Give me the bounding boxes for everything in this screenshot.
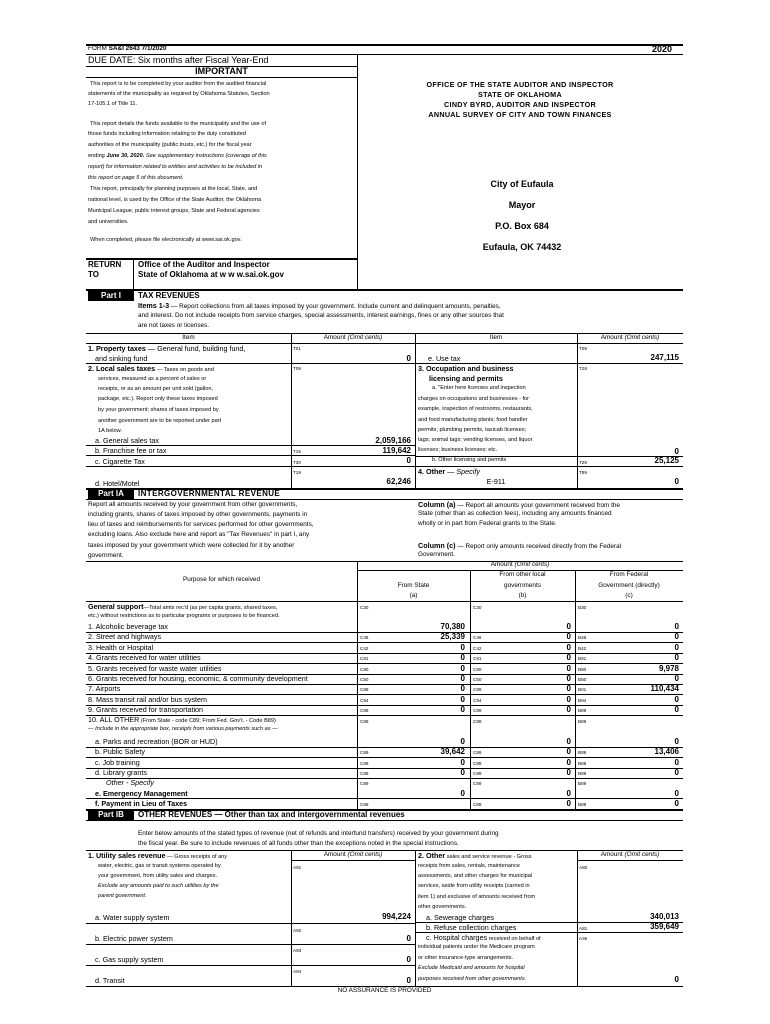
amount-field[interactable]: 0 bbox=[460, 674, 465, 683]
field-code: T30 bbox=[293, 460, 301, 465]
field-code: C89 bbox=[360, 771, 369, 776]
address-title: Mayor bbox=[508, 200, 536, 210]
line-item: d. Library grants bbox=[95, 768, 147, 777]
return-label: RETURN bbox=[88, 260, 122, 269]
line-item: b. Other licensing and permits bbox=[432, 457, 507, 463]
amount-field[interactable]: 0 bbox=[674, 643, 679, 652]
field-code: C50 bbox=[473, 677, 482, 682]
line-item: d. Hotel/Motel bbox=[95, 479, 140, 488]
field-code: B80 bbox=[578, 667, 587, 672]
amount-field[interactable]: 39,642 bbox=[440, 747, 465, 756]
col-header: From Federal bbox=[609, 571, 649, 578]
line-item: b. Franchise fee or tax bbox=[95, 446, 167, 455]
divider bbox=[86, 77, 357, 78]
field-code: A92 bbox=[293, 928, 302, 933]
line-item: 1. Alcoholic beverage tax bbox=[88, 622, 168, 631]
field-code: T99 bbox=[579, 470, 587, 475]
line-item: Exclude Medicaid and amounts for hospital bbox=[418, 965, 525, 971]
col-header: governments bbox=[504, 582, 541, 589]
line-item: other governments. bbox=[418, 904, 467, 910]
col-header: Item bbox=[489, 334, 503, 341]
amount-field[interactable]: 340,013 bbox=[650, 912, 679, 921]
field-code: C89 bbox=[473, 687, 482, 692]
amount-field[interactable]: 9,978 bbox=[658, 664, 679, 673]
field-code: C94 bbox=[473, 698, 482, 703]
section-intro: including grants, shares of taxes imposed by other governments, payments in bbox=[88, 511, 308, 518]
field-code: T15 bbox=[293, 449, 301, 454]
section-intro: State (other than as collection fees), including any amounts financed bbox=[418, 510, 612, 517]
field-code: C89 bbox=[360, 761, 369, 766]
field-code: C91 bbox=[360, 656, 369, 661]
divider bbox=[470, 570, 471, 809]
line-item: c. Job training bbox=[95, 758, 140, 767]
line-item: receipts, or as an amount per unit sold (gallon, bbox=[98, 386, 214, 392]
divider bbox=[577, 850, 578, 986]
amount-field[interactable]: 0 bbox=[566, 737, 571, 746]
line-item: b. Public Safety bbox=[95, 747, 145, 756]
amount-field[interactable]: 13,406 bbox=[654, 747, 679, 756]
line-item: a. Sewerage charges bbox=[426, 913, 494, 922]
line-item: e. Emergency Management bbox=[95, 789, 188, 798]
section-intro: Enter below amounts of the stated types of revenue (net of refunds and interfund transfers) received by your government during bbox=[138, 830, 499, 837]
line-item: 1. Property taxes — General fund, building fund, bbox=[88, 344, 246, 353]
field-code: B89 bbox=[578, 802, 587, 807]
line-item: tags; animal tags; vending licenses, and liquor bbox=[418, 437, 533, 443]
line-item: 1. Utility sales revenue — Gross receipts of any bbox=[88, 851, 228, 860]
field-code: C80 bbox=[360, 667, 369, 672]
divider bbox=[357, 54, 358, 289]
field-code: A91 bbox=[293, 865, 302, 870]
field-code: B89 bbox=[578, 719, 587, 724]
line-item: parent government. bbox=[98, 893, 147, 899]
return-line: State of Oklahoma at w w w.sai.ok.gov bbox=[138, 270, 284, 279]
col-header: Amount (Omit cents) bbox=[600, 851, 660, 858]
divider bbox=[86, 363, 683, 364]
amount-field[interactable]: 0 bbox=[460, 653, 465, 662]
amount-field[interactable]: 70,380 bbox=[440, 622, 465, 631]
amount-field[interactable]: 247,115 bbox=[650, 353, 679, 362]
field-code: C46 bbox=[360, 635, 369, 640]
field-code: B50 bbox=[578, 677, 587, 682]
section-intro: Column (a) — Report all amounts your government received from the bbox=[418, 500, 620, 509]
line-item: 3. Health or Hospital bbox=[88, 643, 154, 652]
line-item: 4. Other — Specify bbox=[418, 467, 480, 476]
line-item: assessments, and other charges for municipal bbox=[418, 873, 533, 879]
section-intro: wholly or in part from Federal grants to the State. bbox=[418, 520, 557, 527]
amount-field[interactable]: 0 bbox=[460, 768, 465, 777]
amount-field[interactable]: 0 bbox=[674, 674, 679, 683]
field-code: B46 bbox=[578, 635, 587, 640]
address-citystate: Eufaula, OK 74432 bbox=[482, 242, 562, 252]
line-item: permits; plumbing permits, taxicab licenses; bbox=[418, 427, 527, 433]
divider bbox=[86, 466, 683, 467]
part-label: Part IB bbox=[88, 810, 134, 820]
amount-field[interactable]: 0 bbox=[566, 632, 571, 641]
field-code: C80 bbox=[473, 667, 482, 672]
divider bbox=[291, 860, 415, 861]
field-code: T09 bbox=[293, 366, 301, 371]
field-code: T09 bbox=[579, 346, 587, 351]
amount-field[interactable]: 0 bbox=[460, 684, 465, 693]
field-code: B89 bbox=[578, 708, 587, 713]
divider bbox=[291, 333, 292, 488]
line-item: services, aside from utility receipts (carried in bbox=[418, 883, 530, 889]
line-item: 7. Airports bbox=[88, 684, 121, 693]
amount-field[interactable]: 62,246 bbox=[386, 477, 411, 486]
col-header: From other local bbox=[499, 571, 546, 578]
amount-field[interactable]: 119,642 bbox=[382, 446, 411, 455]
amount-field[interactable]: 994,224 bbox=[382, 912, 411, 921]
divider bbox=[575, 570, 576, 809]
field-code: C89 bbox=[473, 771, 482, 776]
line-item: a. "Enter here licenses and inspection bbox=[432, 385, 526, 391]
line-item: example, inspection of restrooms, restaurants, bbox=[418, 406, 533, 412]
line-item: licensing and permits bbox=[429, 374, 503, 383]
field-code: T19 bbox=[293, 470, 301, 475]
section-title: OTHER REVENUES — Other than tax and intergovernmental revenues bbox=[138, 810, 405, 819]
line-item: package, etc.). Report only these taxes imposed bbox=[98, 396, 218, 402]
line-item: 4. Grants received for water utilities bbox=[88, 653, 201, 662]
amount-field[interactable]: 0 bbox=[674, 653, 679, 662]
amount-field[interactable]: 0 bbox=[460, 705, 465, 714]
line-item: individual patients under the Medicare program bbox=[418, 944, 535, 950]
line-item: and sinking fund bbox=[95, 354, 148, 363]
line-item: a. Parks and recreation (BOR or HUD) bbox=[95, 737, 218, 746]
top-border bbox=[86, 44, 683, 46]
instr-text: report) for information related to entities and activities to be included in bbox=[88, 164, 263, 170]
amount-field[interactable]: 0 bbox=[674, 799, 679, 808]
line-item: receipts from sales, rentals, maintenance bbox=[418, 863, 520, 869]
address-box: P.O. Box 684 bbox=[495, 221, 549, 231]
field-code: C89 bbox=[473, 719, 482, 724]
line-item: licenses; business licenses; etc. bbox=[418, 447, 498, 453]
field-code: C42 bbox=[360, 646, 369, 651]
amount-field[interactable]: 25,339 bbox=[440, 632, 465, 641]
form-number: FORM SA&I 2643 7/1/2020 bbox=[88, 45, 167, 52]
amount-field[interactable]: 0 bbox=[674, 705, 679, 714]
divider bbox=[357, 561, 358, 809]
amount-field[interactable]: 0 bbox=[406, 456, 411, 465]
line-item: b. Refuse collection charges bbox=[426, 923, 517, 932]
line-item: and food manufacturing plants; food handler bbox=[418, 417, 528, 423]
row-divider bbox=[86, 778, 683, 779]
line-item: Exclude any amounts paid to such utilities by the bbox=[98, 883, 219, 889]
office-line: OFFICE OF THE STATE AUDITOR AND INSPECTOR bbox=[426, 80, 614, 89]
field-code: C89 bbox=[360, 687, 369, 692]
divider bbox=[577, 860, 683, 861]
divider bbox=[577, 333, 578, 488]
col-header: Amount (Omit cents) bbox=[490, 561, 550, 568]
amount-field[interactable]: 0 bbox=[674, 695, 679, 704]
amount-field[interactable]: 0 bbox=[566, 653, 571, 662]
address-city: City of Eufaula bbox=[490, 179, 554, 189]
col-header: Item bbox=[182, 334, 195, 341]
amount-field[interactable]: 0 bbox=[460, 664, 465, 673]
line-item: 2. Local sales taxes — Taxes on goods and bbox=[88, 364, 214, 373]
amount-field[interactable]: 0 bbox=[460, 695, 465, 704]
field-code: C89 bbox=[360, 781, 369, 786]
line-item: General support—Total amts rec'd (as per capita grants, shared taxes, bbox=[88, 602, 278, 611]
footer-disclaimer: NO ASSURANCE IS PROVIDED bbox=[337, 987, 432, 994]
field-code: A80 bbox=[579, 865, 588, 870]
field-code: T01 bbox=[293, 346, 301, 351]
instr-text: statements of the municipality as required by Oklahoma Statutes, Section bbox=[88, 91, 270, 97]
line-item: c. Cigarette Tax bbox=[95, 457, 145, 466]
section-intro: taxes imposed by your government which were collected for it by another bbox=[88, 542, 295, 549]
section-intro: Column (c) — Report only amounts received directly from the Federal bbox=[418, 541, 622, 550]
amount-field[interactable]: 0 bbox=[566, 622, 571, 631]
field-code: C42 bbox=[473, 646, 482, 651]
amount-field[interactable]: 0 bbox=[566, 747, 571, 756]
field-code: A94 bbox=[293, 969, 302, 974]
amount-field[interactable]: 0 bbox=[674, 789, 679, 798]
return-label: TO bbox=[88, 270, 99, 279]
line-item: 3. Occupation and business bbox=[418, 364, 514, 373]
instr-text: and universities. bbox=[88, 219, 129, 225]
amount-field[interactable]: 0 bbox=[406, 354, 411, 363]
amount-field[interactable]: 0 bbox=[674, 975, 679, 984]
field-code: C89 bbox=[360, 708, 369, 713]
instr-text: authorities of the municipality (public trusts, etc.) for the fiscal year bbox=[88, 142, 252, 148]
line-item: 2. Street and highways bbox=[88, 632, 162, 641]
amount-field[interactable]: 0 bbox=[566, 674, 571, 683]
section-intro: and interest. Do not include receipts from service charges, special assessments, interest earnings, fines or any other sources that bbox=[138, 312, 504, 319]
col-header: (c) bbox=[625, 592, 633, 599]
line-item: c. Hospital charges received on behalf of bbox=[426, 933, 541, 942]
divider bbox=[86, 820, 683, 821]
field-code: B89 bbox=[578, 781, 587, 786]
section-intro: government. bbox=[88, 552, 124, 559]
col-header: Amount (Omit cents) bbox=[323, 851, 383, 858]
instr-text: This report details the funds available to the municipality and the use of bbox=[90, 121, 266, 127]
amount-field[interactable]: 0 bbox=[566, 664, 571, 673]
instr-text: those funds including information relating to the duty constituted bbox=[88, 131, 246, 137]
field-code: B89 bbox=[578, 771, 587, 776]
due-date: DUE DATE: Six months after Fiscal Year-End bbox=[88, 55, 269, 65]
line-item: a. General sales tax bbox=[95, 436, 159, 445]
line-item: by your government; shares of taxes imposed by bbox=[98, 407, 219, 413]
field-code: B01 bbox=[578, 687, 587, 692]
amount-field[interactable]: 25,125 bbox=[654, 456, 679, 465]
section-intro: Items 1-3 — Report collections from all taxes imposed by your government. Include current and delinquent amounts, penalties, bbox=[138, 301, 501, 310]
divider bbox=[415, 850, 416, 986]
amount-field[interactable]: 0 bbox=[566, 758, 571, 767]
line-item: or other insurance-type arrangements. bbox=[418, 955, 514, 961]
field-code: B89 bbox=[578, 761, 587, 766]
divider bbox=[86, 944, 415, 945]
field-code: C89 bbox=[473, 708, 482, 713]
office-line: CINDY BYRD, AUDITOR AND INSPECTOR bbox=[444, 100, 596, 109]
amount-field[interactable]: 0 bbox=[566, 705, 571, 714]
divider bbox=[133, 258, 134, 289]
line-item: d. Transit bbox=[95, 976, 125, 985]
important-heading: IMPORTANT bbox=[195, 66, 248, 76]
divider bbox=[86, 923, 415, 924]
amount-field[interactable]: 0 bbox=[674, 758, 679, 767]
col-header: Government (directly) bbox=[598, 582, 660, 589]
amount-field[interactable]: 0 bbox=[406, 955, 411, 964]
field-code: B91 bbox=[578, 656, 587, 661]
instr-text: national level, is used by the Office of the State Auditor, the Oklahoma bbox=[88, 197, 262, 203]
field-code: C89 bbox=[473, 761, 482, 766]
instr-text: This report is to be completed by your auditor from the audited financial bbox=[90, 81, 267, 87]
line-item: 6. Grants received for housing, economic, & community development bbox=[88, 674, 308, 683]
section-intro: Government. bbox=[418, 551, 455, 558]
field-code: A36 bbox=[579, 936, 588, 941]
amount-field[interactable]: 110,434 bbox=[650, 684, 679, 693]
amount-field[interactable]: 0 bbox=[566, 789, 571, 798]
divider bbox=[415, 333, 416, 488]
section-title: TAX REVENUES bbox=[138, 291, 200, 300]
line-item: 8. Mass transit rail and/or bus system bbox=[88, 695, 208, 704]
amount-field[interactable]: 0 bbox=[566, 799, 571, 808]
line-item: 1A below. bbox=[98, 428, 122, 434]
instr-text: 17-105.1 of Title 11. bbox=[88, 101, 138, 107]
line-item: item 1) and exclusive of amounts received from bbox=[418, 894, 536, 900]
amount-field[interactable]: 0 bbox=[566, 695, 571, 704]
field-code: A93 bbox=[293, 948, 302, 953]
amount-field[interactable]: 0 bbox=[460, 737, 465, 746]
field-code: C46 bbox=[473, 635, 482, 640]
field-code: B89 bbox=[578, 750, 587, 755]
field-code: C30 bbox=[473, 605, 482, 610]
amount-field[interactable]: 0 bbox=[674, 768, 679, 777]
field-code: C89 bbox=[360, 719, 369, 724]
section-title: INTERGOVERNMENTAL REVENUE bbox=[138, 489, 281, 498]
instr-text: This report, principally for planning purposes at the local, State, and bbox=[90, 186, 258, 192]
other-tax-name: E-911 bbox=[486, 477, 506, 486]
return-line: Office of the Auditor and Inspector bbox=[138, 260, 270, 269]
line-item: charges on occupations and businesses - for bbox=[418, 396, 530, 402]
field-code: C91 bbox=[473, 656, 482, 661]
amount-field[interactable]: 0 bbox=[674, 632, 679, 641]
section-intro: lieu of taxes and reimbursements for services performed for other governments, bbox=[88, 521, 314, 528]
amount-field[interactable]: 0 bbox=[460, 789, 465, 798]
col-header: From State bbox=[397, 582, 430, 589]
part-label: Part I bbox=[88, 291, 134, 301]
line-item: 10. ALL OTHER (From State - code C89; From Fed. Gov't. - Code B89) bbox=[88, 715, 276, 724]
form-year: 2020 bbox=[652, 44, 673, 54]
col-header: Amount (Omit cents) bbox=[600, 334, 660, 341]
amount-field[interactable]: 2,059,166 bbox=[375, 436, 411, 445]
field-code: C89 bbox=[360, 750, 369, 755]
line-item: e. Use tax bbox=[428, 354, 461, 363]
field-code: B94 bbox=[578, 698, 587, 703]
line-item: etc.) without restrictions as to particular programs or purposes to be financed. bbox=[88, 613, 280, 619]
divider bbox=[86, 499, 683, 500]
amount-field[interactable]: 0 bbox=[566, 768, 571, 777]
part-label: Part IA bbox=[88, 489, 134, 499]
field-code: C89 bbox=[473, 750, 482, 755]
line-item: f. Payment in Lieu of Taxes bbox=[95, 799, 188, 808]
line-item: a. Water supply system bbox=[95, 913, 170, 922]
divider bbox=[86, 455, 415, 456]
field-code: T28 bbox=[579, 366, 587, 371]
section-intro: are not taxes or licenses. bbox=[138, 322, 210, 329]
line-item: — Include in the appropriate box, receipts from various payments such as — bbox=[88, 726, 278, 732]
instr-text: Municipal League, public interest groups, State and Federal agencies bbox=[88, 208, 260, 214]
line-item: b. Electric power system bbox=[95, 934, 173, 943]
amount-field[interactable]: 0 bbox=[674, 477, 679, 486]
line-item: another government are to be reported under part bbox=[98, 418, 222, 424]
field-code: A81 bbox=[579, 926, 588, 931]
divider bbox=[86, 850, 683, 851]
field-code: B30 bbox=[578, 605, 587, 610]
amount-field[interactable]: 0 bbox=[460, 643, 465, 652]
line-item: water, electric, gas or transit systems operated by bbox=[98, 863, 221, 869]
amount-field[interactable]: 0 bbox=[674, 737, 679, 746]
section-intro: the fiscal year. Be sure to include revenues of all funds other than the exceptions noted in the special instructions. bbox=[138, 840, 459, 847]
col-header: Purpose for which received bbox=[182, 576, 261, 583]
instr-text: When completed, please file electronically at www.sai.ok.gov. bbox=[90, 237, 242, 243]
field-code: C89 bbox=[360, 802, 369, 807]
amount-field[interactable]: 0 bbox=[406, 976, 411, 985]
instr-text: this report on page 5 of this document. bbox=[88, 175, 184, 181]
line-item: purposes received from other governments. bbox=[418, 976, 527, 982]
line-item: 2. Other sales and service revenue - Gross bbox=[418, 851, 532, 860]
divider bbox=[86, 965, 415, 966]
amount-field[interactable]: 359,649 bbox=[650, 922, 679, 931]
field-code: C50 bbox=[360, 677, 369, 682]
divider bbox=[86, 601, 683, 602]
field-code: C30 bbox=[360, 605, 369, 610]
amount-field[interactable]: 0 bbox=[460, 758, 465, 767]
amount-field[interactable]: 0 bbox=[406, 934, 411, 943]
amount-field[interactable]: 0 bbox=[674, 447, 679, 456]
divider bbox=[86, 333, 683, 334]
field-code: T29 bbox=[579, 460, 587, 465]
line-item: services, measured as a percent of sales or bbox=[98, 376, 207, 382]
field-code: C94 bbox=[360, 698, 369, 703]
col-header: (b) bbox=[518, 592, 527, 599]
col-header: Amount (Omit cents) bbox=[323, 334, 383, 341]
field-code: C89 bbox=[473, 781, 482, 786]
col-header: (a) bbox=[409, 592, 418, 599]
instr-text: ending June 30, 2020. See supplementary instructions (coverage of this bbox=[88, 153, 267, 159]
field-code: C89 bbox=[473, 802, 482, 807]
section-intro: Report all amounts received by your government from other governments, bbox=[88, 501, 298, 508]
office-line: ANNUAL SURVEY OF CITY AND TOWN FINANCES bbox=[428, 110, 612, 119]
line-item: your government, from utility sales and charges. bbox=[98, 873, 218, 879]
amount-field[interactable]: 0 bbox=[566, 643, 571, 652]
office-line: STATE OF OKLAHOMA bbox=[478, 90, 562, 99]
section-intro: excluding loans. Also exclude here and report as "Tax Revenues" in part I, any bbox=[88, 531, 310, 538]
line-item: c. Gas supply system bbox=[95, 955, 164, 964]
field-code: B42 bbox=[578, 646, 587, 651]
line-item: Other - Specify bbox=[106, 778, 154, 787]
line-item: 9. Grants received for transportation bbox=[88, 705, 204, 714]
row-divider bbox=[86, 642, 683, 643]
amount-field[interactable]: 0 bbox=[566, 684, 571, 693]
amount-field[interactable]: 0 bbox=[674, 622, 679, 631]
row-divider bbox=[86, 757, 683, 758]
line-item: 5. Grants received for waste water utilities bbox=[88, 664, 222, 673]
